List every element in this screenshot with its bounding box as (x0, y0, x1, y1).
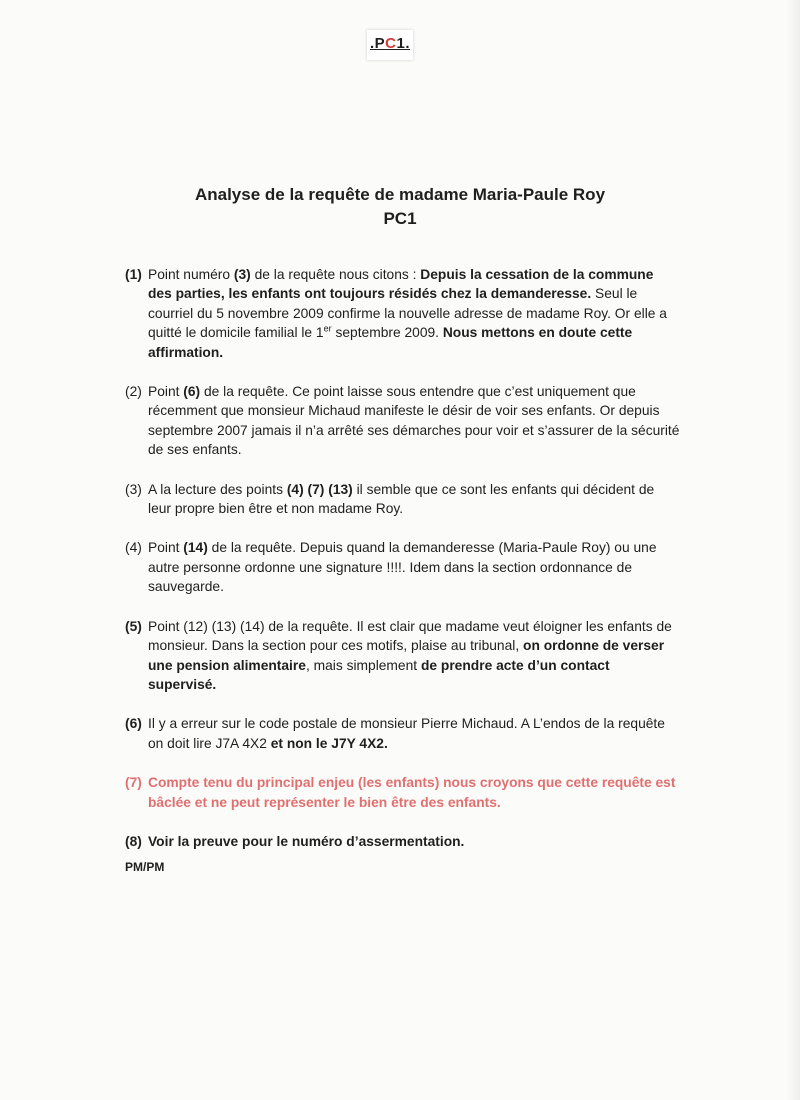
list-item-7: (7) Compte tenu du principal enjeu (les enfants) nous croyons que cette requête est bâclée et ne peut représenter le bien être des enfants. (125, 775, 676, 810)
item-number: (7) (125, 775, 142, 791)
list-item-4: (4) Point (14) de la requête. Depuis quand la demanderesse (Maria-Paule Roy) ou une autre personne ordonne une signature !!!!. Idem dans la section ordonnance de sauvegarde. (125, 540, 657, 595)
list-item-1: (1) Point numéro (3) de la requête nous citons : Depuis la cessation de la commune des parties, les enfants ont toujours résidés chez la demanderesse. Seul le courriel du 5 novembre 2009 confirme la nouvelle adresse de madame Roy. Or elle a quitté le domicile familial le 1er septembre 2009. Nous mettons en doute cette affirmation. (125, 267, 667, 360)
scan-shadow (786, 0, 800, 1100)
author-initials: PM/PM (125, 860, 165, 874)
document-body (125, 265, 680, 871)
item-number: (8) (125, 833, 142, 849)
list-item-3: (3) A la lecture des points (4) (7) (13) il semble que ce sont les enfants qui décident de leur propre bien être et non madame Roy. (125, 481, 655, 517)
list-item-8: (8) Voir la preuve pour le numéro d’assermentation. (125, 832, 680, 851)
item-number: (3) (125, 481, 142, 497)
title-line-2: PC1 (383, 209, 417, 228)
item-number: (6) (125, 716, 142, 732)
list-item-5: (5) Point (12) (13) (14) de la requête. Il est clair que madame veut éloigner les enfants de monsieur. Dans la section pour ces motifs, plaise au tribunal, on ordonne de verser une pension alimentaire, mais simplement de prendre acte d’un contact supervisé. (125, 618, 672, 692)
list-item-6: (6) Il y a erreur sur le code postale de monsieur Pierre Michaud. A L’endos de la requête on doit lire J7A 4X2 et non le J7Y 4X2. (125, 716, 665, 751)
document-title (0, 183, 800, 231)
list-item-2: (2) Point (6) de la requête. Ce point laisse sous entendre que c’est uniquement que récemment que monsieur Michaud manifeste le désir de voir ses enfants. Or depuis septembre 2007 jamais il n’a arrêté ses démarches pour voir et s’assurer de la sécurité de ses enfants. (125, 384, 680, 458)
stamp-red-letter: C (385, 35, 397, 52)
item-number: (4) (125, 540, 142, 556)
item-number: (5) (125, 618, 142, 634)
page-stamp: .PC1. (367, 30, 413, 60)
item-number: (1) (125, 267, 142, 282)
title-line-1: Analyse de la requête de madame Maria-Paule Roy (194, 185, 606, 204)
item-number: (2) (125, 384, 142, 400)
